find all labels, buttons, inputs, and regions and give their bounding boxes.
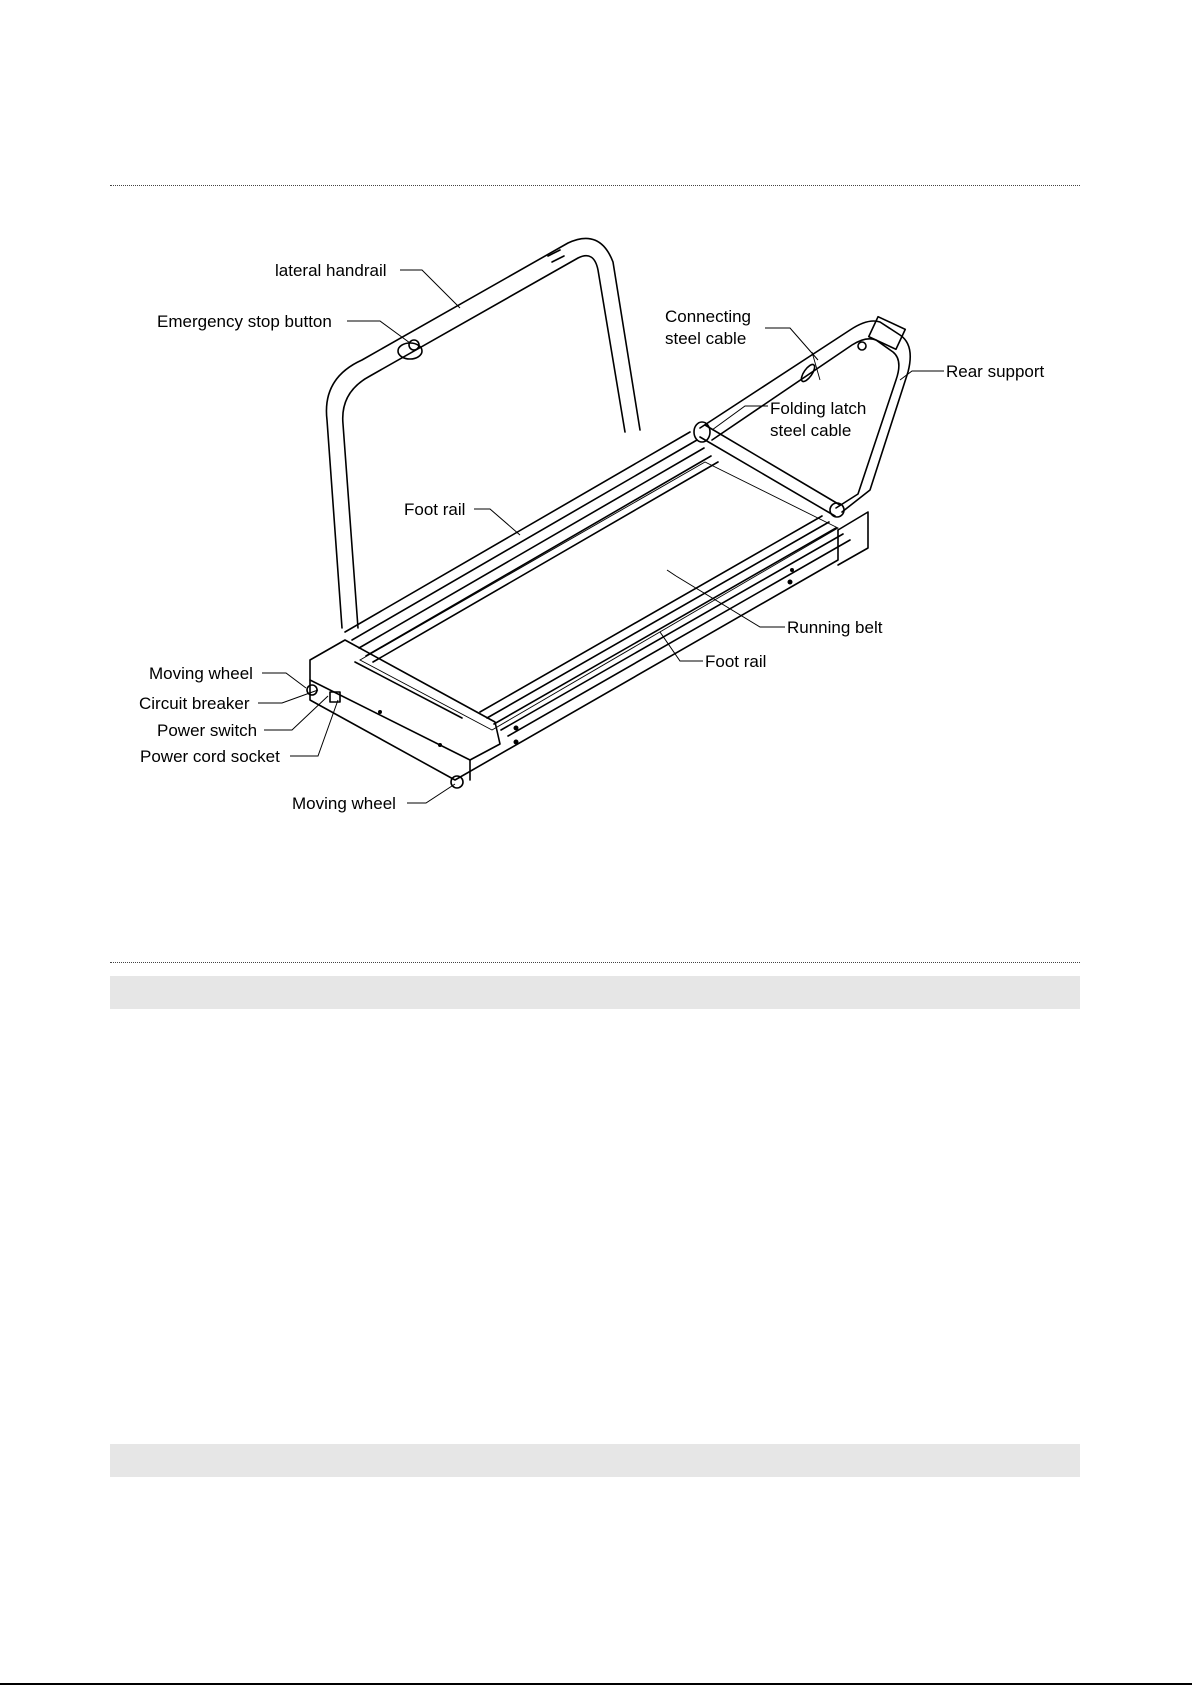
label-connecting-steel-cable-line2: steel cable (665, 329, 747, 348)
label-folding-latch: Folding latch (770, 399, 867, 418)
label-power-cord-socket: Power cord socket (140, 747, 280, 766)
label-rear-support: Rear support (946, 362, 1045, 381)
label-running-belt: Running belt (787, 618, 883, 637)
label-moving-wheel-side: Moving wheel (149, 664, 253, 683)
leader-lines (258, 270, 944, 803)
label-moving-wheel-front: Moving wheel (292, 794, 396, 813)
label-circuit-breaker: Circuit breaker (139, 694, 250, 713)
label-foot-rail-right: Foot rail (705, 652, 767, 671)
label-emergency-stop-button: Emergency stop button (157, 312, 332, 331)
label-power-switch: Power switch (157, 721, 258, 740)
label-foot-rail-left: Foot rail (404, 500, 466, 519)
label-folding-latch-line2: steel cable (770, 421, 852, 440)
label-lateral-handrail: lateral handrail (275, 261, 387, 280)
lateral-handrail-drawing (326, 238, 640, 628)
label-connecting-steel-cable: Connecting (665, 307, 752, 326)
